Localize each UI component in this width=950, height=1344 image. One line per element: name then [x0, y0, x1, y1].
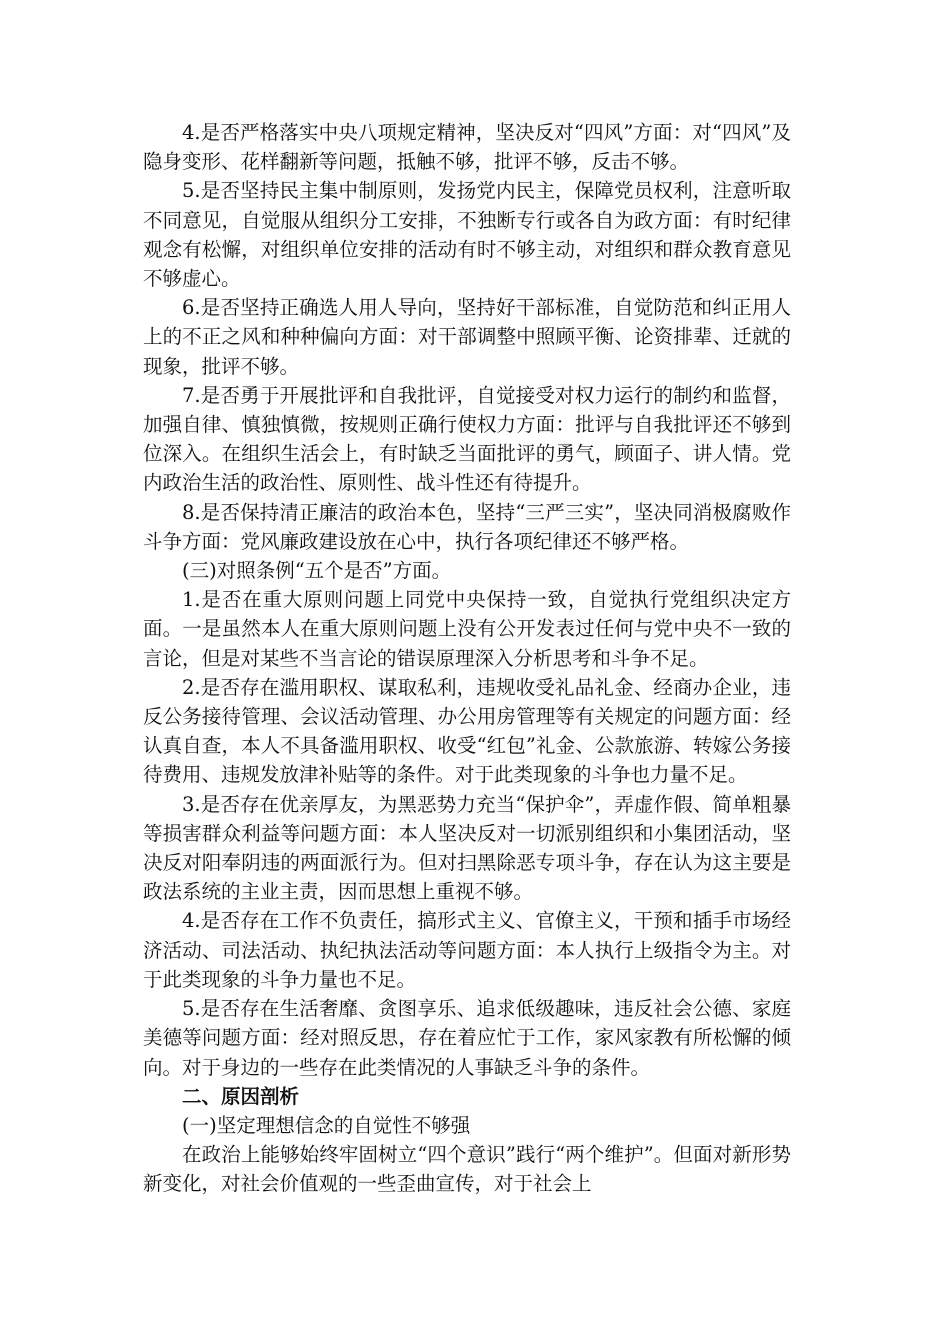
paragraph-item-2-abuse-of-power: 2.是否存在滥用职权、谋取私利，违规收受礼品礼金、经商办企业，违反公务接待管理、会议活动管理、办公用房管理等有关规定的问题方面：经认真自查，本人不具备滥用职权、收受“红包”礼金、公款旅游、转嫁公务接待费用、违规发放津补贴等的条件。对于此类现象的斗争也力量不足。: [143, 675, 791, 787]
section-title-five-whethers: (三)对照条例“五个是否”方面。: [182, 559, 452, 583]
paragraph-item-8-integrity: 8.是否保持清正廉洁的政治本色，坚持“三严三实”，坚决同消极腐败作斗争方面：党风廉政建设放在心中，执行各项纪律还不够严格。: [143, 500, 791, 553]
paragraph-item-6-personnel: 6.是否坚持正确选人用人导向，坚持好干部标准，自觉防范和纠正用人上的不正之风和种种偏向方面：对干部调整中照顾平衡、论资排辈、迁就的现象，批评不够。: [143, 296, 791, 378]
section-heading-cause-analysis: 二、原因剖析: [182, 1084, 300, 1108]
paragraph-item-3-protection-umbrella: 3.是否存在优亲厚友，为黑恶势力充当“保护伞”，弄虚作假、简单粗暴等损害群众利益等问题方面：本人坚决反对一切派别组织和小集团活动，坚决反对阳奉阴违的两面派行为。但对扫黑除恶专项斗争，存在认为这主要是政法系统的主业主责，因而思想上重视不够。: [143, 792, 791, 904]
document-page: [143, 118, 791, 1199]
paragraph-item-7-criticism: 7.是否勇于开展批评和自我批评，自觉接受对权力运行的制约和监督，加强自律、慎独慎微，按规则正确行使权力方面：批评与自我批评还不够到位深入。在组织生活会上，有时缺乏当面批评的勇气，顾面子、讲人情。党内政治生活的政治性、原则性、战斗性还有待提升。: [143, 383, 791, 495]
paragraph-political-awareness: 在政治上能够始终牢固树立“四个意识”践行“两个维护”。但面对新形势新变化，对社会价值观的一些歪曲宣传，对于社会上: [143, 1143, 791, 1196]
paragraph-item-4-formalism: 4.是否存在工作不负责任，搞形式主义、官僚主义，干预和插手市场经济活动、司法活动、执纪执法活动等问题方面：本人执行上级指令为主。对于此类现象的斗争力量也不足。: [143, 909, 791, 991]
paragraph-item-5-lifestyle: 5.是否存在生活奢靡、贪图享乐、追求低级趣味，违反社会公德、家庭美德等问题方面：经对照反思，存在着应忙于工作，家风家教有所松懈的倾向。对于身边的一些存在此类情况的人事缺乏斗争的条件。: [143, 997, 791, 1079]
subheading-ideals: (一)坚定理想信念的自觉性不够强: [182, 1113, 471, 1137]
paragraph-item-5-democratic-centralism: 5.是否坚持民主集中制原则，发扬党内民主，保障党员权利，注意听取不同意见，自觉服从组织分工安排，不独断专行或各自为政方面：有时纪律观念有松懈，对组织单位安排的活动有时不够主动，对组织和群众教育意见不够虚心。: [143, 179, 791, 291]
paragraph-item-4-four-winds: 4.是否严格落实中央八项规定精神，坚决反对“四风”方面：对“四风”及隐身变形、花样翻新等问题，抵触不够，批评不够，反击不够。: [143, 121, 791, 174]
paragraph-item-1-principles: 1.是否在重大原则问题上同党中央保持一致，自觉执行党组织决定方面。一是虽然本人在重大原则问题上没有公开发表过任何与党中央不一致的言论，但是对某些不当言论的错误原理深入分析思考和斗争不足。: [143, 588, 791, 670]
